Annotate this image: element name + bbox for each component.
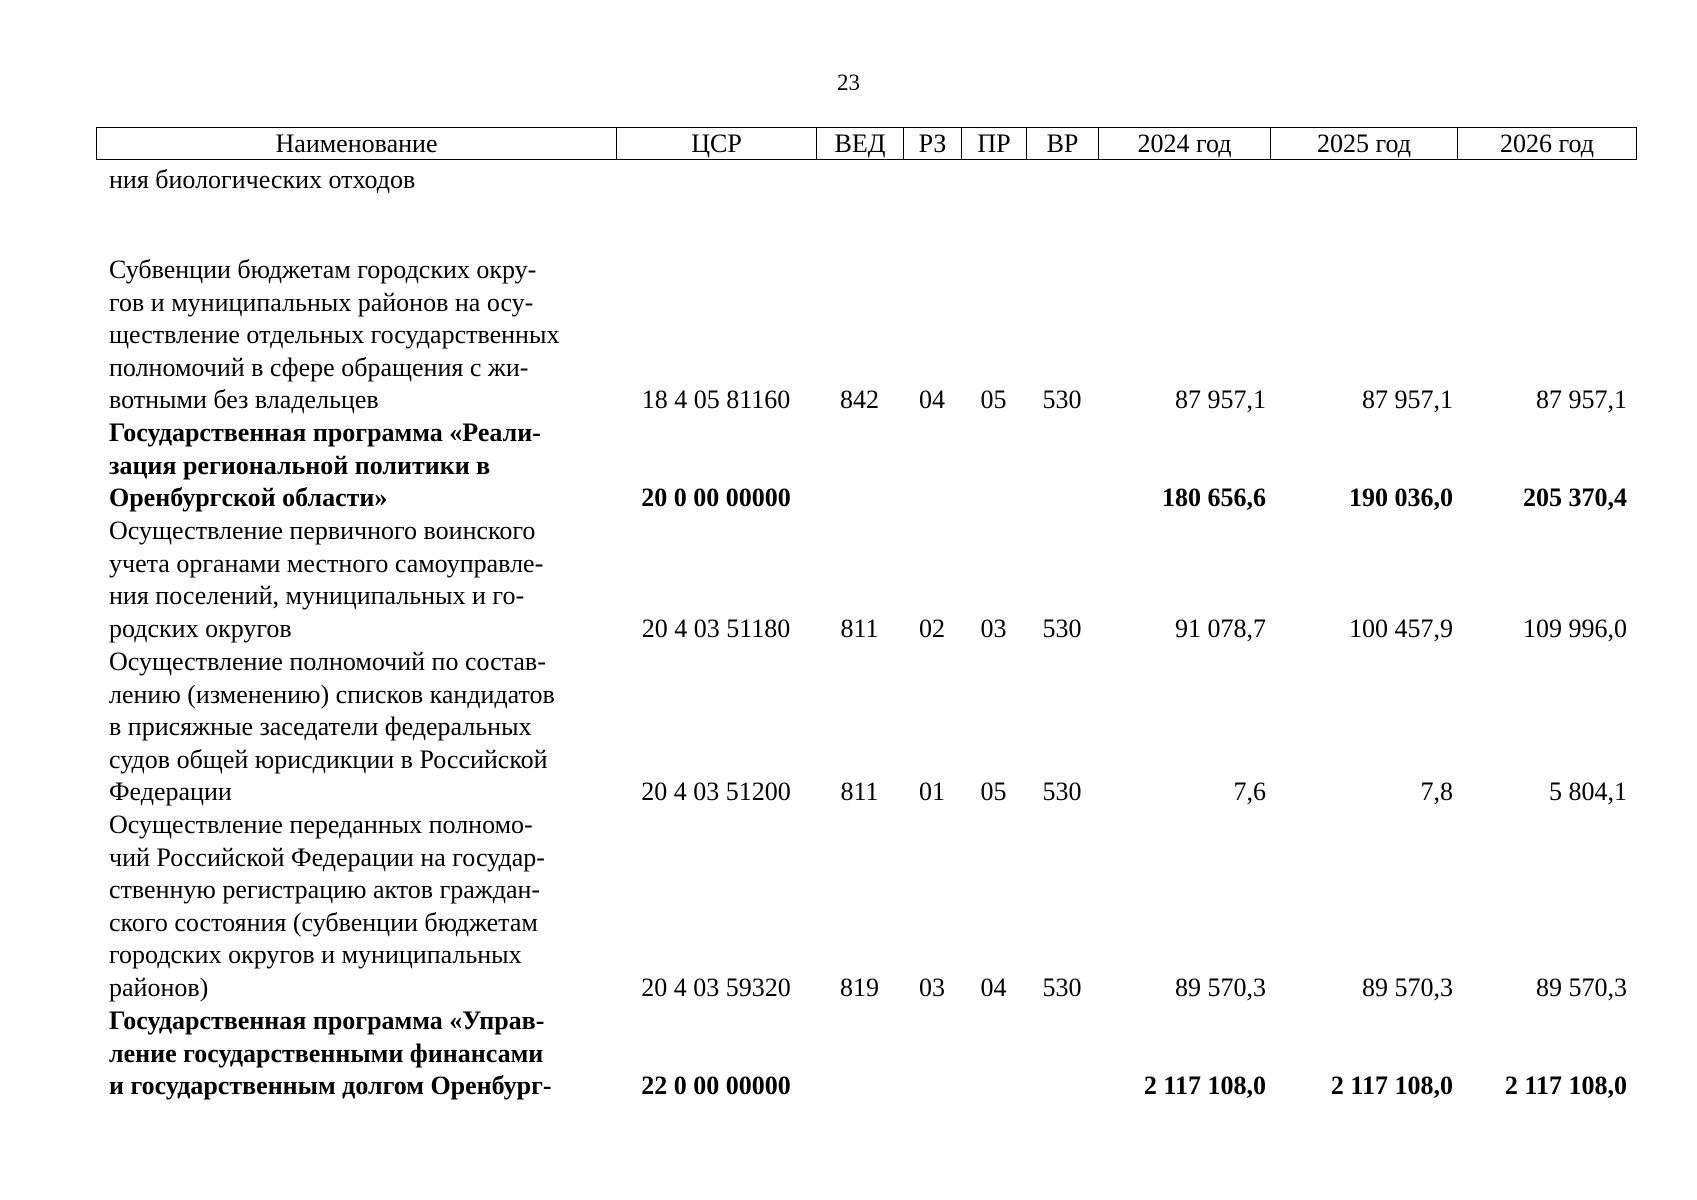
table-row: [96, 417, 1636, 515]
row-2026: 2 117 108,0: [1504, 1071, 1627, 1101]
row-2026: 87 957,1: [1536, 385, 1627, 415]
row-2026: 205 370,4: [1523, 483, 1627, 513]
row-name: Субвенции бюджетам городских окру- гов и муниципальных районов на осу- ществление отдельных государственных полномочий в сфере обращения с жи- вотными без владельцев: [109, 255, 560, 415]
header-2024: 2024 год: [1099, 128, 1271, 160]
row-name: Государственная программа «Реали- зация региональной политики в Оренбургской области»: [109, 418, 541, 513]
row-2024: 89 570,3: [1175, 973, 1266, 1003]
row-2025: 2 117 108,0: [1330, 1071, 1453, 1101]
row-ved: 842: [840, 385, 879, 415]
table-row: [96, 646, 1636, 809]
row-csr: 20 4 03 51180: [641, 614, 791, 644]
header-2026: 2026 год: [1458, 128, 1637, 160]
row-csr: 18 4 05 81160: [641, 385, 791, 415]
table-row: [96, 254, 1636, 417]
header-pr: ПР: [962, 128, 1027, 160]
row-name: Осуществление переданных полномо- чий Российской Федерации на государ- ственную регистрацию актов граждан- ского состояния (субвенции бюджетам городских округов и муниципальных районов): [109, 810, 545, 1002]
row-name: Государственная программа «Управ- ление государственными финансами и государственным долгом Оренбург-: [109, 1006, 552, 1101]
row-2025: 89 570,3: [1362, 973, 1453, 1003]
row-name: Осуществление первичного воинского учета органами местного самоуправле- ния поселений, муниципальных и го- родских округов: [109, 516, 544, 643]
row-vr: 530: [1042, 385, 1082, 415]
row-csr: 20 4 03 59320: [641, 973, 791, 1003]
row-2026: 89 570,3: [1536, 973, 1627, 1003]
table-row: [96, 515, 1636, 646]
row-name: Осуществление полномочий по состав- лению (изменению) списков кандидатов в присяжные заседатели федеральных судов общей юрисдикции в Российской Федерации: [109, 647, 555, 807]
row-2025: 7,8: [1420, 777, 1453, 807]
row-csr: 22 0 00 00000: [641, 1071, 791, 1101]
row-ved: 811: [840, 614, 879, 644]
table-header: [96, 127, 1637, 160]
row-2025: 100 457,9: [1349, 614, 1453, 644]
header-vr: ВР: [1027, 128, 1099, 160]
row-2026: 5 804,1: [1549, 777, 1627, 807]
continuation-text: ния биологических отходов: [109, 165, 416, 194]
row-2024: 7,6: [1233, 777, 1266, 807]
row-pr: 05: [980, 777, 1007, 807]
row-2024: 180 656,6: [1162, 483, 1266, 513]
row-vr: 530: [1042, 777, 1082, 807]
row-2026: 109 996,0: [1523, 614, 1627, 644]
header-2025: 2025 год: [1271, 128, 1458, 160]
row-csr: 20 4 03 51200: [641, 777, 791, 807]
row-2025: 87 957,1: [1362, 385, 1453, 415]
row-2024: 91 078,7: [1175, 614, 1266, 644]
page-number: 23: [837, 70, 860, 95]
row-pr: 05: [980, 385, 1007, 415]
row-ved: 811: [840, 777, 879, 807]
row-ved: 819: [840, 973, 879, 1003]
row-vr: 530: [1042, 614, 1082, 644]
table-row: [96, 1005, 1636, 1103]
table-row: [96, 809, 1636, 1005]
row-vr: 530: [1042, 973, 1082, 1003]
row-2025: 190 036,0: [1349, 483, 1453, 513]
row-pr: 03: [980, 614, 1007, 644]
row-rz: 02: [919, 614, 945, 644]
header-csr: ЦСР: [617, 128, 817, 160]
header-name: Наименование: [97, 128, 617, 160]
header-rz: РЗ: [904, 128, 962, 160]
row-rz: 04: [919, 385, 945, 415]
row-2024: 87 957,1: [1175, 385, 1266, 415]
row-rz: 01: [919, 777, 945, 807]
row-2024: 2 117 108,0: [1143, 1071, 1266, 1101]
row-pr: 04: [980, 973, 1007, 1003]
row-rz: 03: [919, 973, 945, 1003]
row-csr: 20 0 00 00000: [641, 483, 791, 513]
header-ved: ВЕД: [817, 128, 904, 160]
